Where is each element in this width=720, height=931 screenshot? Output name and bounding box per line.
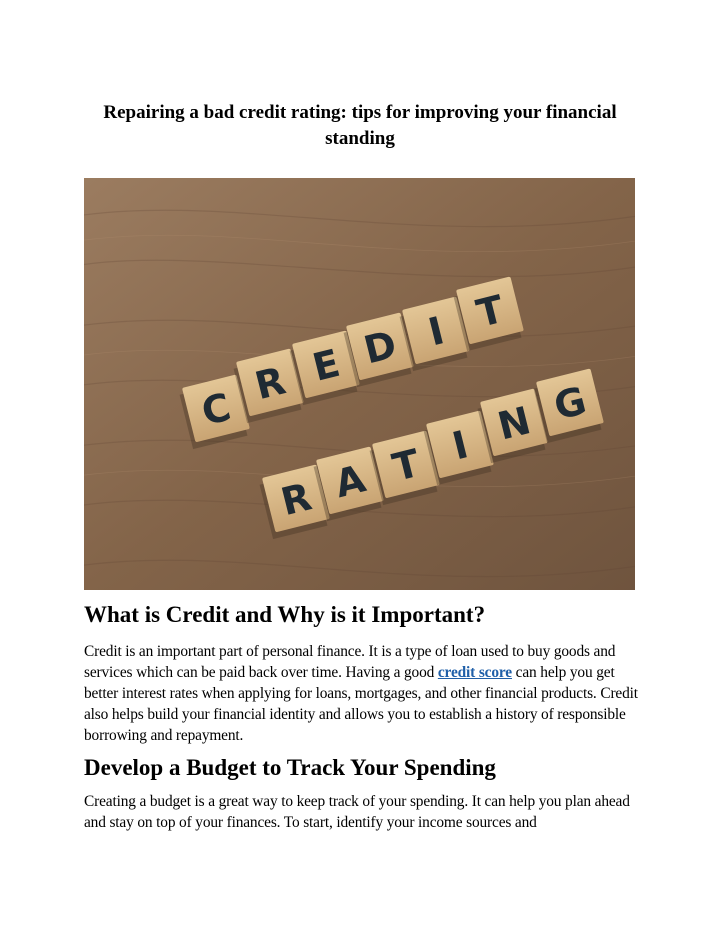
- section-heading-credit: What is Credit and Why is it Important?: [84, 602, 486, 627]
- credit-rating-photo: [84, 178, 635, 590]
- tile-letter: R: [276, 474, 316, 525]
- tile-letter: I: [424, 308, 449, 355]
- document-title: Repairing a bad credit rating: tips for improving your financial standing: [103, 102, 617, 149]
- tile-letter: T: [472, 286, 509, 336]
- tile-letter: R: [250, 358, 290, 409]
- tile-letter: C: [197, 384, 236, 435]
- tile-letter: G: [549, 378, 591, 429]
- tile-letter: I: [448, 422, 473, 469]
- body-text: Credit is an important part of personal finance. It is a type of loan used to buy goods and services which can be paid back over time. Having a good: [84, 643, 616, 681]
- section-body-credit: [84, 641, 639, 746]
- body-text: can help you get better interest rates when applying for loans, mortgages, and other financial products. Credit also helps build your financial identity and allows you to establish a history of responsible borrowing and repayment.: [84, 664, 638, 744]
- tile-letter: A: [330, 456, 370, 507]
- section-body-budget: Creating a budget is a great way to keep track of your spending. It can help you plan ahead and stay on top of your finances. To start, identify your income sources and: [84, 793, 630, 831]
- section-heading-budget: Develop a Budget to Track Your Spending: [84, 755, 496, 780]
- credit-score-link[interactable]: credit score: [437, 664, 512, 681]
- tile-letter: N: [493, 398, 535, 449]
- tile-letter: E: [308, 340, 345, 390]
- tile-letter: T: [388, 440, 425, 490]
- tile-letter: D: [359, 322, 401, 373]
